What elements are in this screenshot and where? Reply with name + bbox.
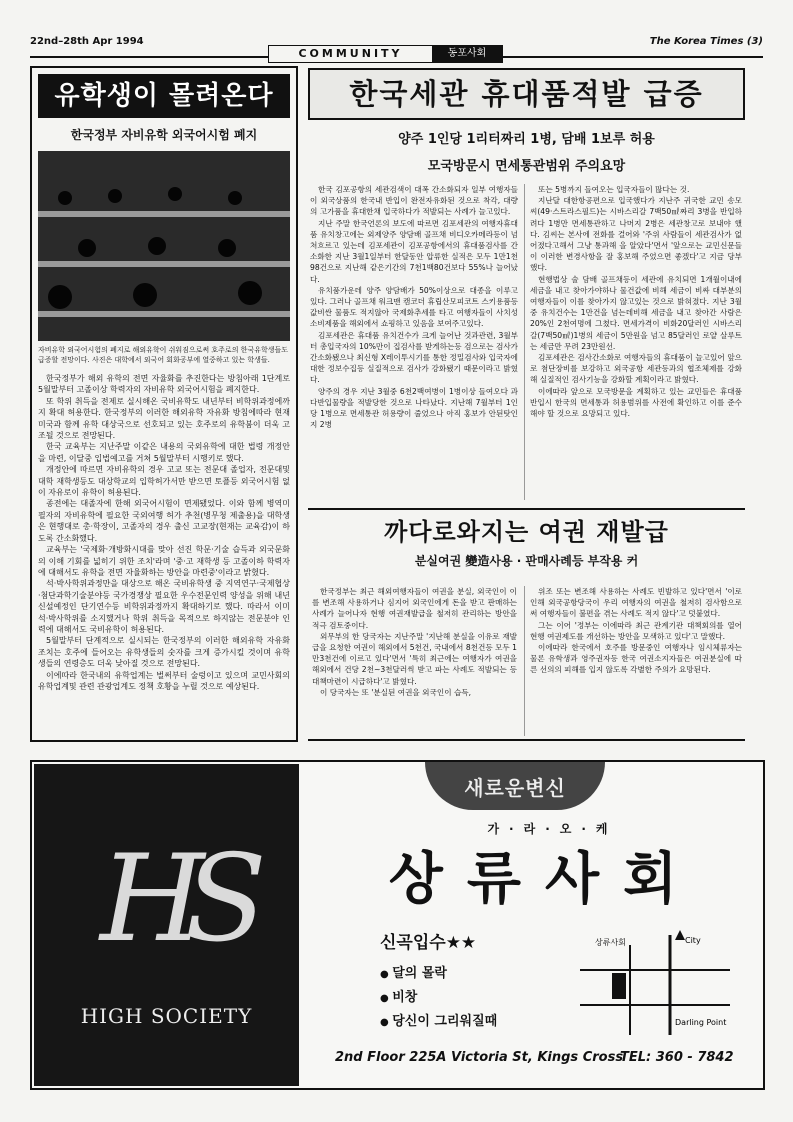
issue-date: 22nd–28th Apr 1994 bbox=[30, 36, 144, 47]
paragraph: 한국정부는 최근 해외여행자들이 여권을 분실, 외국인이 이를 변조해 사용하거나 심지어 외국인에게 돈을 받고 판매하는 사례가 늘어나자 현행 여권재발급을 철저히 관리하는 방안을 적극 검토중이다. bbox=[312, 587, 517, 630]
customs-column-a bbox=[310, 184, 518, 504]
column-divider bbox=[524, 184, 525, 500]
photo-caption: 자비유학 외국어시험의 폐지로 해외유학이 쉬워짐으로써 호주로의 한국유학생들도 급증할 전망이다. 사진은 대학에서 외국어 회화공부에 열중하고 있는 학생들. bbox=[38, 346, 289, 364]
paragraph: 김포세관은 검사간소화로 여행자들의 휴대품이 늘고있어 앞으로 첨단장비를 보강하고 외국공항 세관등과의 협조체제를 강화해 실질적인 검사기능을 강화할 계획이라고 밝혔다. bbox=[530, 353, 742, 385]
study-abroad-body bbox=[38, 373, 290, 692]
location-map bbox=[560, 925, 740, 1045]
study-abroad-headline: 유학생이 몰려온다 bbox=[38, 74, 290, 118]
paper-name-page: The Korea Times (3) bbox=[649, 36, 763, 47]
passport-subtitle: 분실여권 變造사용 · 판매사례등 부작용 커 bbox=[414, 554, 639, 568]
paragraph: 석·박사학위과정만을 대상으로 해온 국비유학생 중 지역연구·국제협상·첨단과학기술분야등 국가경쟁상 필요한 우수전문인력 양성을 위해 내년 신설예정인 단기연수등 비학위과정까지 확대하기로 했다. 따라서 이미 석·박사학위를 소지했거나 학위 취득을 목적으로 하지않는 전문분야 인력에 대해서도 국비유학이 허용된다. bbox=[38, 579, 290, 634]
section-label bbox=[268, 45, 503, 63]
venue-name: 상류사회 bbox=[388, 846, 702, 912]
hs-monogram-logo: HS bbox=[100, 830, 247, 969]
paragraph: 외무부의 한 당국자는 지난주말 '지난해 분실을 이유로 재발급을 요청한 여권이 해외에서 5천건, 국내에서 8천건등 모두 1만3천건에 이르고 있다'면서 '특히 최근에는 여행자가 여권을 해외에서 건당 2천~3천달러씩 받고 파는 사례도 적발되는 등 대책마련이 시급하다'고 밝혔다. bbox=[312, 631, 517, 686]
venue-marker bbox=[612, 973, 626, 999]
paragraph: 또 학위 취득을 전제로 실시해온 국비유학도 내년부터 비학위과정에까지 확대 허용한다. 한국정부의 이러한 해외유학 자유화 방침에따라 현재 미국과 함께 유학 대상국으로 선호되고 있는 호주로의 유학붐이 더욱 고조될 것으로 전망된다. bbox=[38, 396, 290, 441]
passport-headline: 까다로와지는 여권 재발급 bbox=[384, 518, 669, 546]
passport-column-b bbox=[530, 586, 742, 736]
paragraph: 또는 5병까지 들여오는 입국자들이 많다는 것. bbox=[538, 185, 690, 194]
map-label-city: City bbox=[685, 936, 701, 945]
section-label-en: COMMUNITY bbox=[298, 47, 403, 60]
paragraph: 한국 김포공항의 세관검색이 대폭 간소화되자 일부 여행자들이 외국상품의 한국내 반입이 완전자유화된 것으로 착각, 대량의 고가품을 휴대한채 입국하다가 적발되는 사례가 늘고있다. bbox=[310, 185, 518, 217]
column-divider bbox=[524, 586, 525, 736]
paragraph: 5월말부터 단계적으로 실시되는 한국정부의 이러한 해외유학 자유화 조치는 호주에 들어오는 유학생들의 숫자를 크게 증가시킬 것이며 유학생들의 연령층도 더욱 낮아질 것으로 전망된다. bbox=[38, 636, 290, 669]
paragraph: 종전에는 대졸자에 한해 외국어시험이 면제됐었다. 이와 함께 병역미필자의 자비유학에 필요한 국외여행 허가 추천(병무청 제출용)을 대학생은 현행대로 총·학장이, 고졸자의 경우 출신 고교장(현재는 교육감)이 하도록 간소화했다. bbox=[38, 499, 290, 543]
new-songs-label: 신곡입수★★ bbox=[380, 933, 477, 953]
map-label-darling-point: Darling Point bbox=[675, 1018, 727, 1027]
study-abroad-article bbox=[30, 66, 298, 742]
paragraph: 한국정부가 해외 유학의 전면 자율화를 추진한다는 방침아래 1단계로 5월말부터 고졸이상 학력자의 자비유학 외국어시험을 폐지한다. bbox=[38, 374, 290, 395]
photo-student bbox=[238, 281, 262, 305]
classroom-photo bbox=[38, 151, 290, 341]
song-item: ● 달의 몰락 bbox=[380, 962, 497, 986]
photo-desk-row bbox=[38, 261, 290, 267]
photo-student bbox=[48, 285, 72, 309]
paragraph: 이에따라 앞으로 모국방문을 계획하고 있는 교민들은 휴대품 반입시 한국의 면세통과 허용범위를 사전에 확인하고 이를 준수해야 할 것으로 요망되고 있다. bbox=[530, 386, 742, 419]
study-abroad-subtitle: 한국정부 자비유학 외국어시험 폐지 bbox=[70, 128, 258, 142]
customs-column-b bbox=[530, 184, 742, 504]
karaoke-label: 가·라·오·케 bbox=[487, 822, 618, 836]
customs-subtitle-2: 모국방문시 면세통관범위 주의요망 bbox=[427, 159, 626, 174]
photo-student bbox=[148, 237, 166, 255]
paragraph: 한국 교육부는 지난주말 이같은 내용의 국외유학에 대한 법령 개정안을 마련, 이달중 입법예고를 거쳐 5월말부터 시행키로 했다. bbox=[38, 442, 290, 463]
venue-address: 2nd Floor 225A Victoria St, Kings Cross bbox=[335, 1050, 624, 1065]
paragraph: 지난달 대한항공편으로 입국했다가 지난주 귀국한 교민 송모씨(49·스트라스필드)는 시바스리갈 7백50㎖짜리 3병을 반입하려다 1병만 면세통관하고 나머지 2병은 세관창고로 보내야 했다. 김씨는 본사에 전화를 걸어와 '주위 사람들이 세관검사가 없어졌다고해서 그냥 통과해 을 알았다'면서 '앞으로는 교민신문들이 이러한 변경사항을 잘 홍보해 주었으면 좋겠다'고 지금 당부했다. bbox=[530, 196, 742, 273]
paragraph: 이 당국자는 또 '분실된 여권을 외국인이 습득, bbox=[320, 687, 472, 697]
paragraph: 교육부는 '국제화·개방화시대를 맞아 선진 학문·기술 습득과 외국문화의 이해 기회를 넓히기 위한 조치'라며 '중·고 재학생 등 고졸이하 학력자에 대해서도 유학을 전면 자율화하는 방안을 마련중'이라고 밝혔다. bbox=[38, 545, 290, 577]
paragraph: 현행법상 술 담배 골프채등이 세관에 유치되면 1개월이내에 세금을 내고 찾아가야하나 물건값에 비해 세금이 비싸 대부분의 여행자들이 이를 찾아가지 않고있는 것으로 밝혀졌다. 지난 3월중 유치건수는 1만건을 넘는데비해 세금을 내고 찾아간 사람은 20%인 2천여명에 그쳤다. 면세가격이 비화20달러인 시바스리갈(7백50㎖)1병의 세금이 5만원을 넘고 85달러인 로얄 살루트는 세금만 무려 23만원선. bbox=[530, 274, 742, 351]
brand-name: HIGH SOCIETY bbox=[80, 1004, 253, 1028]
song-item: ● 비창 bbox=[380, 986, 497, 1010]
photo-student bbox=[133, 283, 157, 307]
north-arrow-icon bbox=[675, 930, 685, 940]
paragraph: 이에따라 한국내의 유학업계는 벌써부터 술렁이고 있으며 교민사회의 유학업계및 관련 관광업계도 정책 호황을 누릴 것으로 예상된다. bbox=[38, 670, 290, 691]
photo-student bbox=[168, 187, 182, 201]
photo-student bbox=[108, 189, 122, 203]
paragraph: 위조 또는 변조해 사용하는 사례도 빈발하고 있다'면서 '이로 인해 외국공항당국이 우리 여행자의 여권을 철저히 검사함으로써 여행자들이 불편을 겪는 사례도 적지 않다'고 덧붙였다. bbox=[530, 587, 742, 619]
badge-text: 새로운변신 bbox=[464, 776, 566, 800]
photo-student bbox=[58, 191, 72, 205]
paragraph: 지난 주말 한국언론의 보도에 따르면 김포세관의 여행자휴대품 유치창고에는 외제양주 양담배 골프채 비디오카메라등이 넘쳐흐르고 있는데 김포세관이 김포공항에서의 휴대품검사를 간소화한 지난 3월1일부터 한달동안 압류한 실적은 모두 1만1천98건으로 지난해 같은기간의 7천1백80건보다 55%나 늘어났다. bbox=[310, 218, 518, 284]
paragraph: 유치품가운데 양주 양담배가 50%이상으로 대종을 이루고 있다. 그러나 골프채 워크맨 캠코더 휴립산모피코트 스키용품등 값비싼 물품도 적지않아 국제화추세를 타고 여행자들이 사치성 소비제품을 해외에서 쇼핑하고 있음을 보여주고있다. bbox=[310, 285, 518, 329]
photo-desk-row bbox=[38, 211, 290, 217]
song-list bbox=[380, 962, 497, 1034]
song-item: ● 당신이 그리워질때 bbox=[380, 1010, 497, 1034]
photo-desk-row bbox=[38, 311, 290, 317]
customs-headline: 한국세관 휴대품적발 급증 bbox=[308, 68, 745, 120]
paragraph: 양주의 경우 지난 3월중 6천2백여병이 1병이상 들여오다 과다반입물량을 적발당한 것으로 나타났다. 지난해 7월부터 1인당 1병으로 면세통관 허용량이 줄었으나 아직 홍보가 안된탓인지 2병 bbox=[310, 386, 518, 430]
venue-phone: TEL: 360 - 7842 bbox=[620, 1050, 734, 1065]
section-label-ko: 동포사회 bbox=[432, 46, 502, 62]
photo-student bbox=[218, 239, 236, 257]
map-label-venue: 상류사회 bbox=[595, 938, 626, 947]
photo-student bbox=[78, 239, 96, 257]
paragraph: 그는 이어 '정부는 이에따라 최근 관계기관 대책회의를 열어 현행 여권제도를 개선하는 방안을 모색하고 있다'고 말했다. bbox=[530, 620, 742, 641]
paragraph: 이에따라 한국에서 호주를 방문중인 여행자나 임시체류자는 물론 유학생과 영주권자등 한국 여권소지자들은 여권분실에 따른 선의의 피해를 입지 않도록 각별한 주의가 요망된다. bbox=[530, 643, 742, 675]
paragraph: 개정안에 따르면 자비유학의 경우 고교 또는 전문대 졸업자, 전문대및 대학 재학생등도 대상학교의 입학허가서만 받으면 토플등 외국어시험 없이 자유로이 유학이 허용된다. bbox=[38, 465, 290, 498]
paragraph: 김포세관은 휴대품 유치건수가 크게 늘어난 것과관련, 3월부터 총입국자의 10%만이 집검사를 받게하는등 검으로는 검사가 간소화됐으나 최신형 X레이투시기를 통한 정밀검사와 입국자에대한 정보수집등 실질적으로 검사가 강화됐기 때문이라고 밝혔다. bbox=[310, 330, 518, 385]
passport-column-a bbox=[312, 586, 517, 736]
customs-subtitle: 양주 1인당 1리터짜리 1병, 담배 1보루 허용 bbox=[398, 132, 655, 147]
photo-student bbox=[228, 191, 242, 205]
